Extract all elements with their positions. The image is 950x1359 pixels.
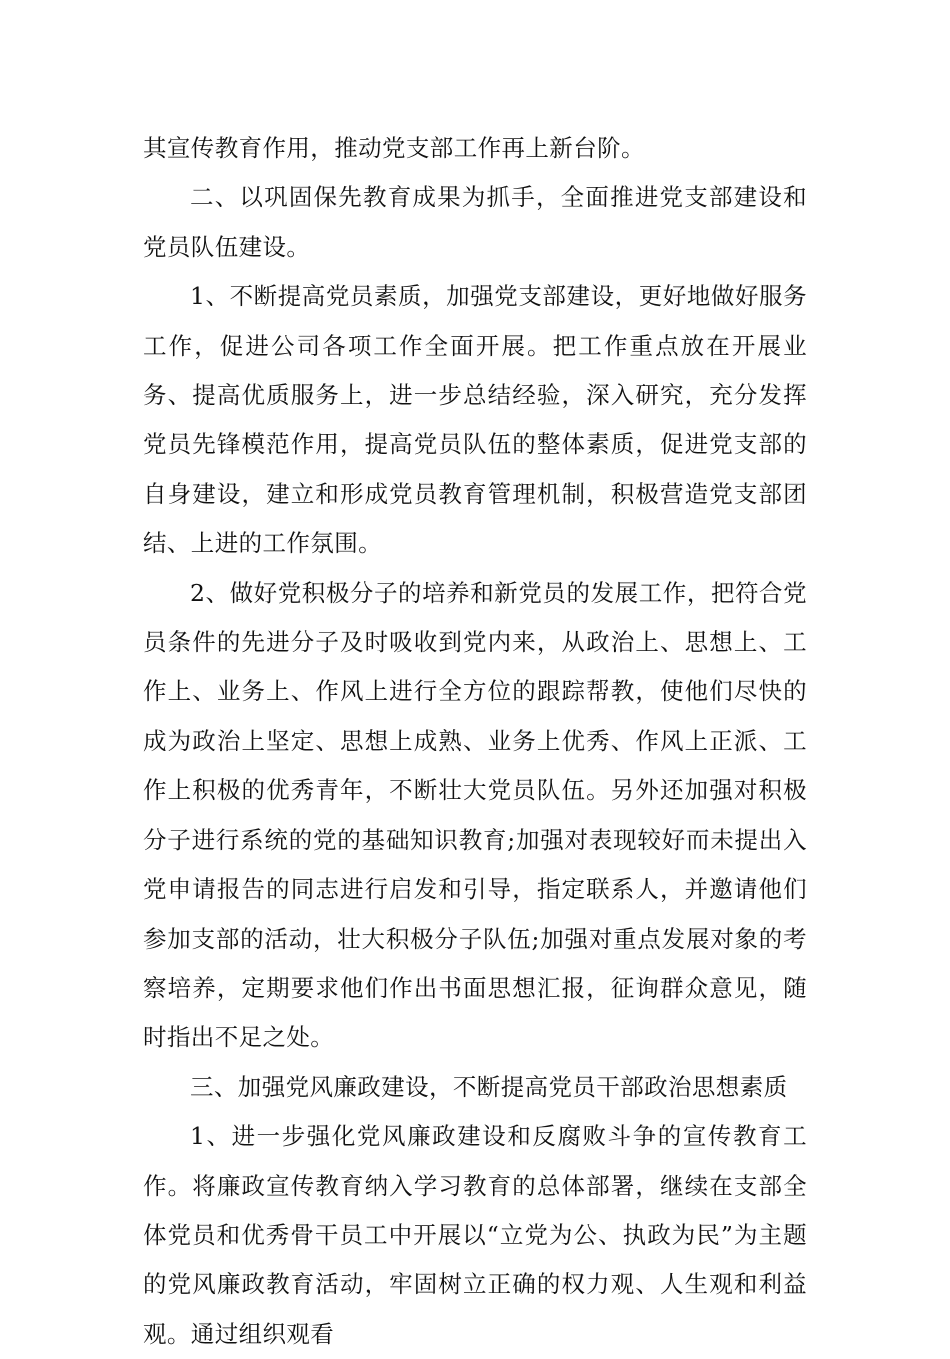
paragraph-item-3-1: 1、进一步强化党风廉政建设和反腐败斗争的宣传教育工作。将廉政宣传教育纳入学习教育的总体部署，继续在支部全体党员和优秀骨干员工中开展以“立党为公、执政为民”为主题的党风廉政教育活动，牢固树立正确的权力观、人生观和利益观。通过组织观看 xyxy=(143,1122,807,1348)
section-heading-three: 三、加强党风廉政建设，不断提高党员干部政治思想素质 xyxy=(190,1072,788,1101)
section-heading-two: 二、以巩固保先教育成果为抓手，全面推进党支部建设和党员队伍建设。 xyxy=(143,183,807,261)
paragraph-item-2: 2、做好党积极分子的培养和新党员的发展工作，把符合党员条件的先进分子及时吸收到党内来，从政治上、思想上、工作上、业务上、作风上进行全方位的跟踪帮教，使他们尽快的成为政治上坚定、思想上成熟、业务上优秀、作风上正派、工作上积极的优秀青年，不断壮大党员队伍。另外还加强对积极分子进行系统的党的基础知识教育;加强对表现较好而未提出入党申请报告的同志进行启发和引导，指定联系人，并邀请他们参加支部的活动，壮大积极分子队伍;加强对重点发展对象的考察培养，定期要求他们作出书面思想汇报，征询群众意见，随时指出不足之处。 xyxy=(143,578,807,1052)
paragraph-continuation: 其宣传教育作用，推动党支部工作再上新台阶。 xyxy=(143,134,645,162)
document-body xyxy=(143,124,807,1359)
paragraph-item-1: 1、不断提高党员素质，加强党支部建设，更好地做好服务工作，促进公司各项工作全面开展。把工作重点放在开展业务、提高优质服务上，进一步总结经验，深入研究，充分发挥党员先锋模范作用，提高党员队伍的整体素质，促进党支部的自身建设，建立和形成党员教育管理机制，积极营造党支部团结、上进的工作氛围。 xyxy=(143,282,807,558)
